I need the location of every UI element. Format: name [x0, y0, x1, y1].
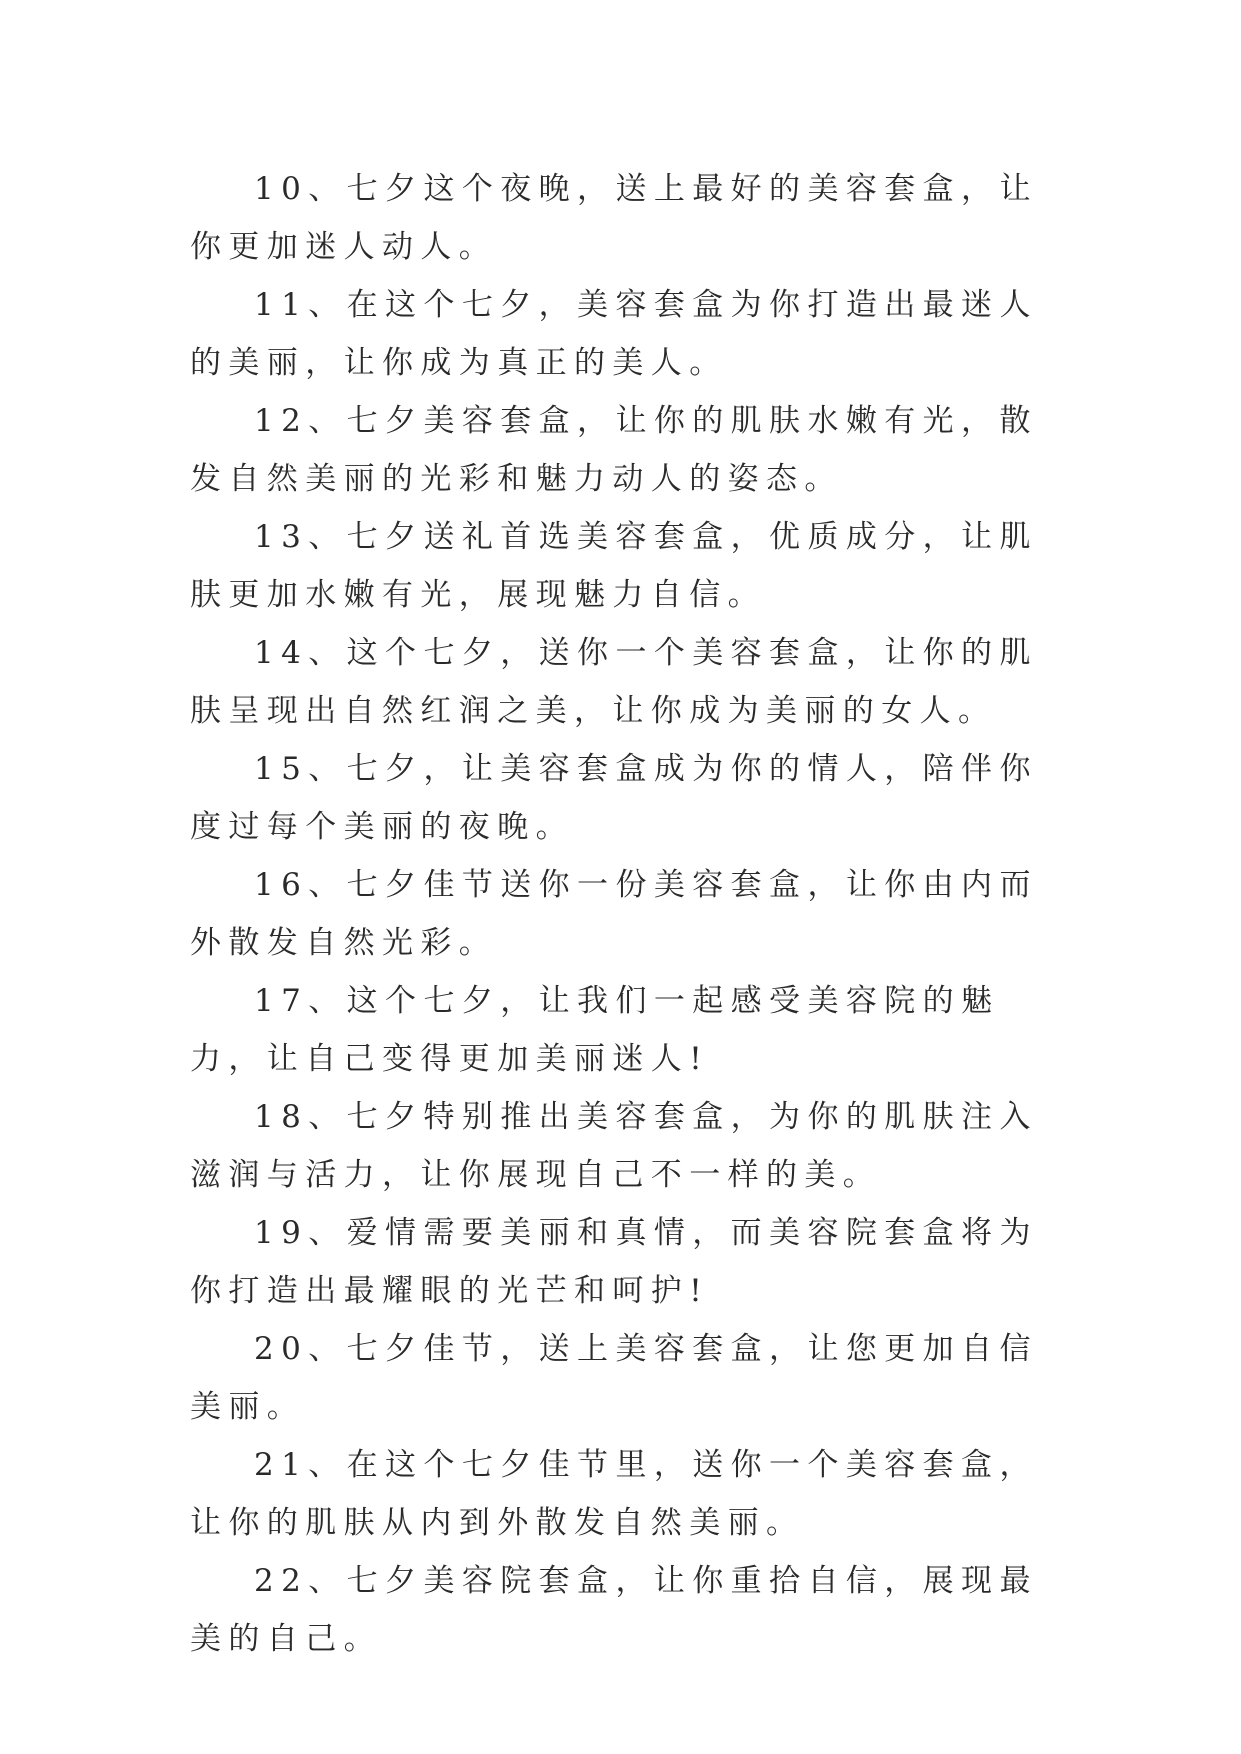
paragraph-17: 17、这个七夕，让我们一起感受美容院的魅力，让自己变得更加美丽迷人!: [190, 983, 1000, 1077]
paragraph-18: 18、七夕特别推出美容套盒，为你的肌肤注入滋润与活力，让你展现自己不一样的美。: [190, 1099, 1038, 1193]
paragraph-22: 22、七夕美容院套盒，让你重拾自信，展现最美的自己。: [190, 1563, 1038, 1657]
paragraph-20: 20、七夕佳节，送上美容套盒，让您更加自信美丽。: [190, 1331, 1038, 1425]
paragraph-14: 14、这个七夕，送你一个美容套盒，让你的肌肤呈现出自然红润之美，让你成为美丽的女人。: [190, 635, 1038, 729]
paragraph-11: 11、在这个七夕，美容套盒为你打造出最迷人的美丽，让你成为真正的美人。: [190, 287, 1038, 381]
paragraph-21: 21、在这个七夕佳节里，送你一个美容套盒，让你的肌肤从内到外散发自然美丽。: [190, 1447, 1038, 1541]
paragraph-16: 16、七夕佳节送你一份美容套盒，让你由内而外散发自然光彩。: [190, 867, 1038, 961]
paragraph-10: 10、七夕这个夜晚，送上最好的美容套盒，让你更加迷人动人。: [190, 171, 1038, 265]
document-body: [190, 160, 1060, 1668]
paragraph-19: 19、爱情需要美丽和真情，而美容院套盒将为你打造出最耀眼的光芒和呵护!: [190, 1215, 1038, 1309]
paragraph-13: 13、七夕送礼首选美容套盒，优质成分，让肌肤更加水嫩有光，展现魅力自信。: [190, 519, 1038, 613]
paragraph-15: 15、七夕，让美容套盒成为你的情人，陪伴你度过每个美丽的夜晚。: [190, 751, 1038, 845]
paragraph-12: 12、七夕美容套盒，让你的肌肤水嫩有光，散发自然美丽的光彩和魅力动人的姿态。: [190, 403, 1038, 497]
